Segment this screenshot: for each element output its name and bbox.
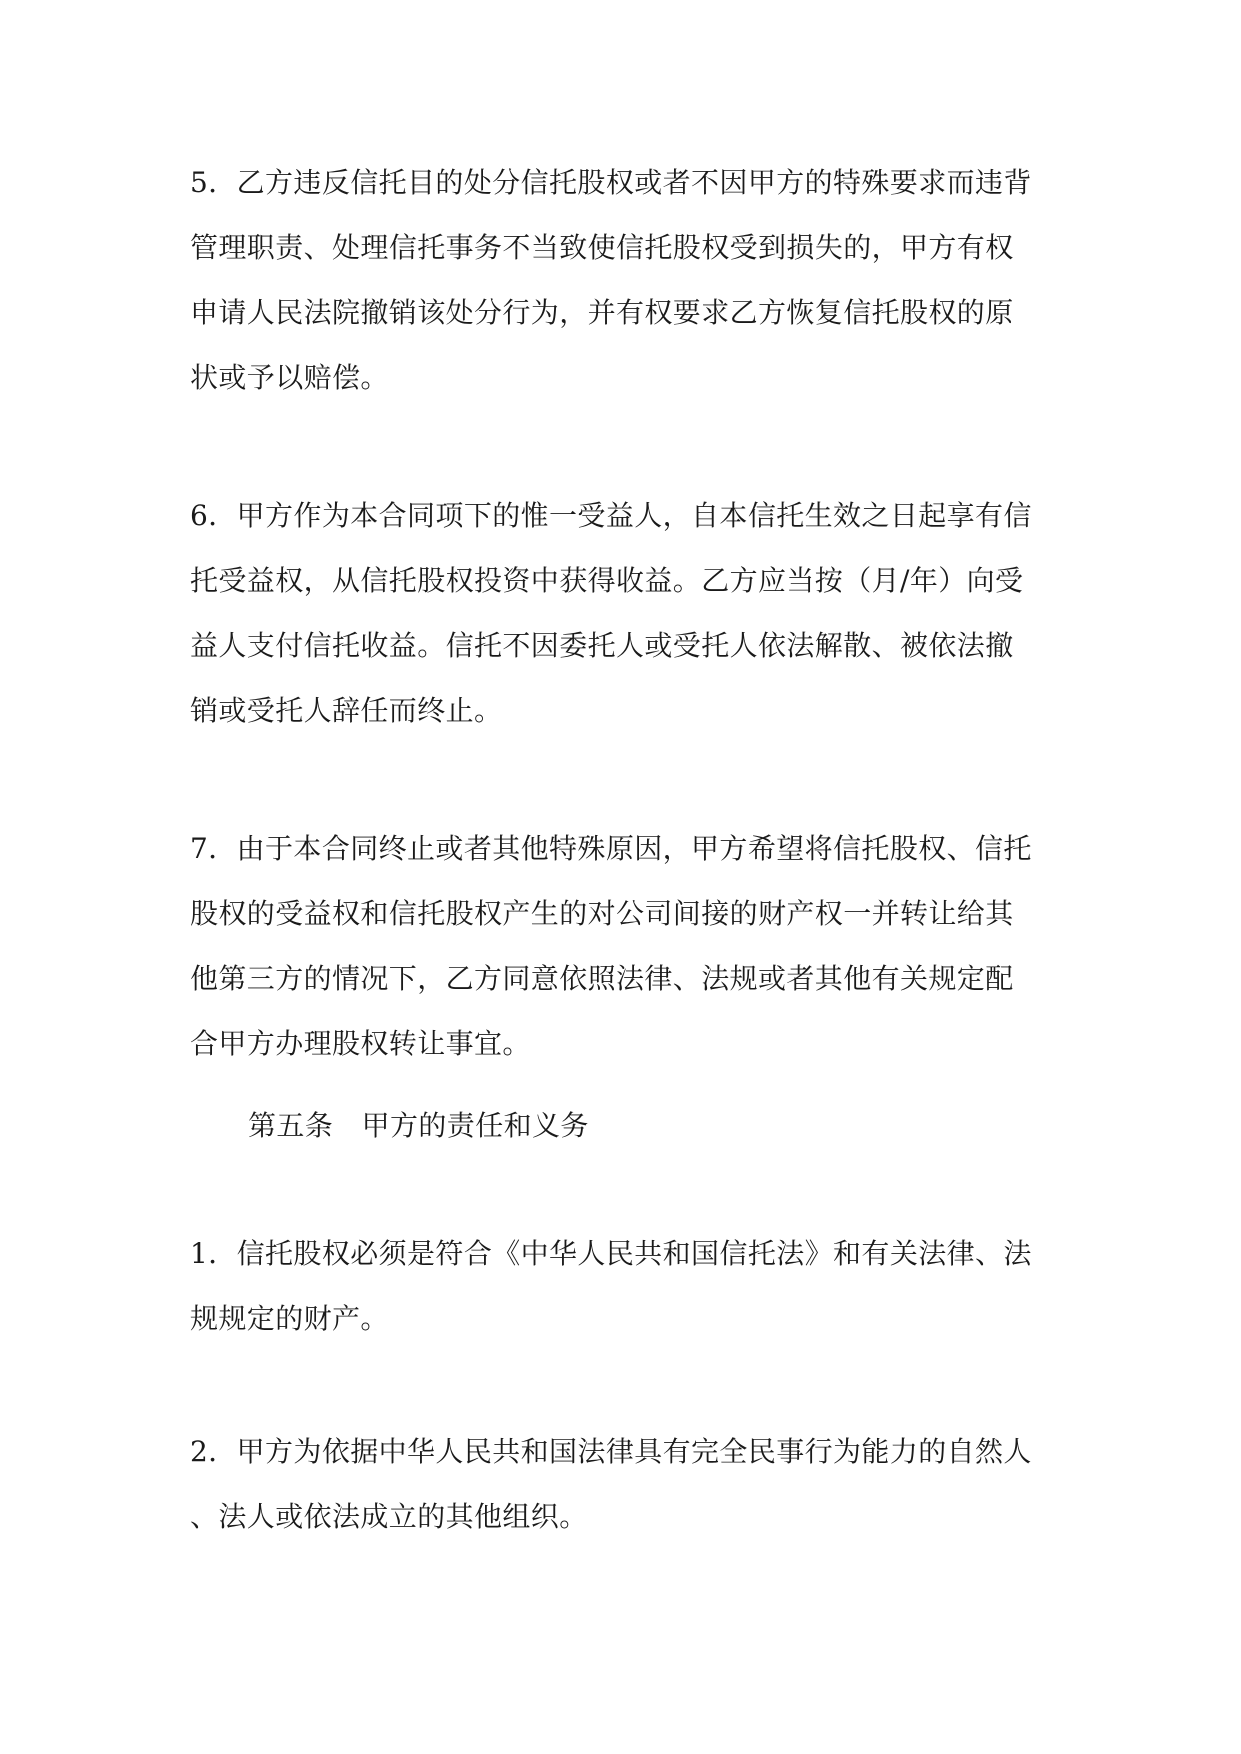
- clause-5-paragraph: [190, 150, 1065, 410]
- text-line: 合甲方办理股权转让事宜。: [190, 1027, 531, 1060]
- text-line: 1．信托股权必须是符合《中华人民共和国信托法》和有关法律、法: [190, 1237, 1032, 1270]
- clause-7-paragraph: [190, 816, 1065, 1076]
- article-5-clause-2-paragraph: [190, 1419, 1065, 1549]
- text-line: 管理职责、处理信托事务不当致使信托股权受到损失的，甲方有权: [190, 231, 1014, 264]
- text-line: 益人支付信托收益。信托不因委托人或受托人依法解散、被依法撤: [190, 629, 1014, 662]
- text-line: 股权的受益权和信托股权产生的对公司间接的财产权一并转让给其: [190, 897, 1014, 930]
- text-line: 托受益权，从信托股权投资中获得收益。乙方应当按（月/年）向受: [190, 564, 1024, 597]
- text-line: 他第三方的情况下，乙方同意依照法律、法规或者其他有关规定配: [190, 962, 1014, 995]
- text-line: 5．乙方违反信托目的处分信托股权或者不因甲方的特殊要求而违背: [190, 166, 1032, 199]
- text-line: 2．甲方为依据中华人民共和国法律具有完全民事行为能力的自然人: [190, 1435, 1032, 1468]
- text-line: 、法人或依法成立的其他组织。: [190, 1500, 588, 1533]
- text-line: 6．甲方作为本合同项下的惟一受益人，自本信托生效之日起享有信: [190, 499, 1032, 532]
- text-line: 申请人民法院撤销该处分行为，并有权要求乙方恢复信托股权的原: [190, 296, 1014, 329]
- clause-6-paragraph: [190, 483, 1065, 743]
- article-5-clause-1-paragraph: [190, 1221, 1065, 1351]
- text-line: 7．由于本合同终止或者其他特殊原因，甲方希望将信托股权、信托: [190, 832, 1032, 865]
- text-line: 状或予以赔偿。: [190, 361, 389, 394]
- text-line: 销或受托人辞任而终止。: [190, 694, 503, 727]
- text-line: 规规定的财产。: [190, 1302, 389, 1335]
- section-heading: 第五条 甲方的责任和义务: [248, 1109, 589, 1142]
